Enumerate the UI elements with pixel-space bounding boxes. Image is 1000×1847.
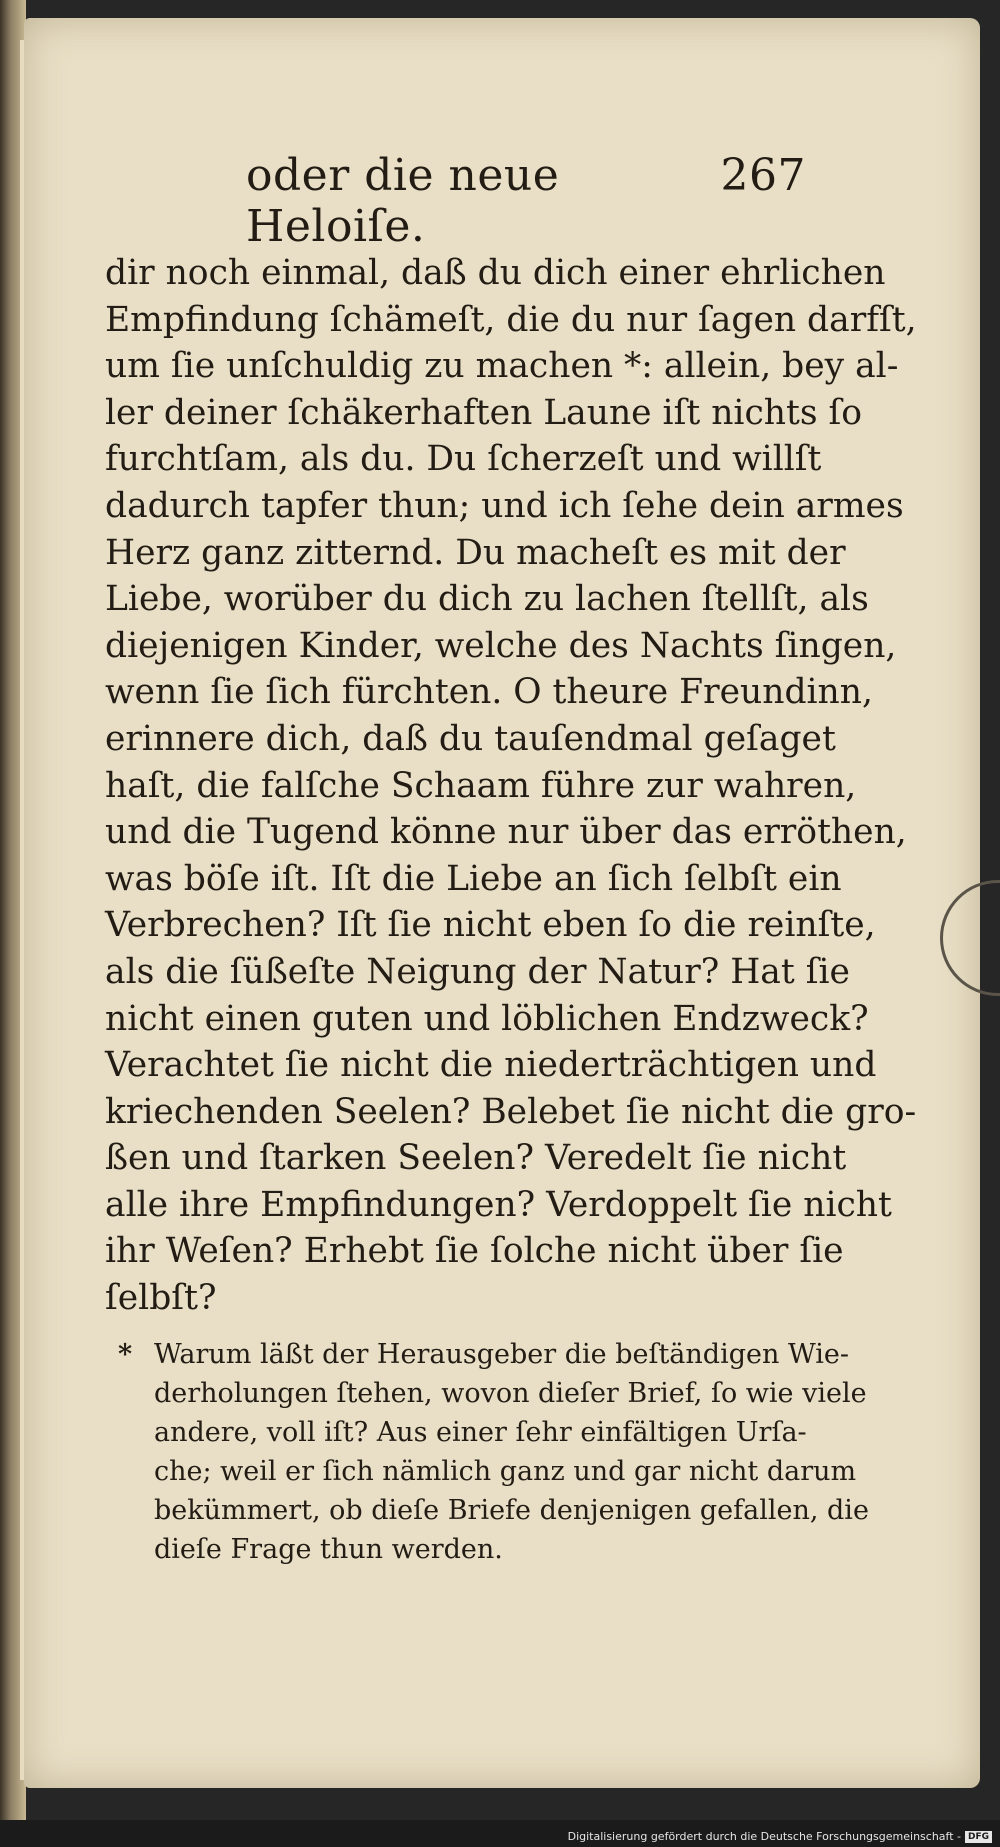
footnote-line: derholungen ſtehen, wovon dieſer Brief, ſo wie viele <box>154 1378 867 1409</box>
text-line: um ſie unſchuldig zu machen *: allein, bey al- <box>105 346 899 387</box>
text-line: furchtſam, als du. Du ſcherzeſt und willſt <box>105 439 822 480</box>
text-line: ihr Weſen? Erhebt ſie ſolche nicht über ſie <box>105 1231 844 1272</box>
footnote-line: che; weil er ſich nämlich ganz und gar nicht darum <box>154 1456 857 1487</box>
text-line: Verbrechen? Iſt ſie nicht eben ſo die reinſte, <box>105 905 876 946</box>
page-number: 267 <box>720 150 806 201</box>
text-line: ler deiner ſchäkerhaften Laune iſt nichts ſo <box>105 392 863 433</box>
text-line: kriechenden Seelen? Belebet ſie nicht die gro- <box>105 1091 917 1132</box>
text-line: diejenigen Kinder, welche des Nachts ſingen, <box>105 625 897 666</box>
text-line: als die ſüßeſte Neigung der Natur? Hat ſie <box>105 951 850 992</box>
page-header <box>246 150 806 252</box>
text-line: Herz ganz zitternd. Du macheſt es mit der <box>105 532 846 573</box>
dfg-logo: DFG <box>965 1831 992 1843</box>
footnote-text: Warum läßt der Herausgeber die beſtändigen Wie- <box>154 1339 849 1370</box>
running-title: oder die neue Heloiſe. <box>246 150 560 252</box>
digitization-credit <box>568 1830 992 1843</box>
footnote-line: bekümmert, ob dieſe Briefe denjenigen gefallen, die <box>154 1495 869 1526</box>
credit-text: Digitalisierung gefördert durch die Deutsche Forschungsgemeinschaft - <box>567 1830 961 1843</box>
body-text <box>105 250 917 1322</box>
footnote-line: dieſe Frage thun werden. <box>154 1534 503 1565</box>
text-line: dir noch einmal, daß du dich einer ehrlichen <box>105 253 886 293</box>
footnote-marker: * <box>118 1339 133 1370</box>
text-line: alle ihre Empfindungen? Verdoppelt ſie nicht <box>105 1184 892 1225</box>
text-line: Empfindung ſchämeſt, die du nur ſagen darfſt, <box>105 299 917 340</box>
text-line: und die Tugend könne nur über das erröthen, <box>105 812 907 853</box>
text-line: ßen und ſtarken Seelen? Veredelt ſie nicht <box>105 1138 847 1179</box>
text-line: erinnere dich, daß du tauſendmal geſaget <box>105 718 836 759</box>
footnote-line <box>118 1335 849 1374</box>
footnote-line: andere, voll iſt? Aus einer ſehr einfältigen Urſa- <box>154 1417 807 1448</box>
text-line: wenn ſie ſich fürchten. O theure Freundinn, <box>105 672 873 713</box>
text-line: dadurch tapfer thun; und ich ſehe dein armes <box>105 485 904 526</box>
text-line: nicht einen guten und löblichen Endzweck? <box>105 998 869 1039</box>
footnote <box>118 1335 869 1569</box>
text-line: Liebe, worüber du dich zu lachen ſtellſt, als <box>105 579 869 620</box>
text-line: was böſe iſt. Iſt die Liebe an ſich ſelbſt ein <box>105 858 842 899</box>
text-line-last: ſelbſt? <box>105 1278 217 1319</box>
text-line: haſt, die falſche Schaam führe zur wahren, <box>105 765 857 806</box>
text-line: Verachtet ſie nicht die niederträchtigen und <box>105 1045 877 1086</box>
